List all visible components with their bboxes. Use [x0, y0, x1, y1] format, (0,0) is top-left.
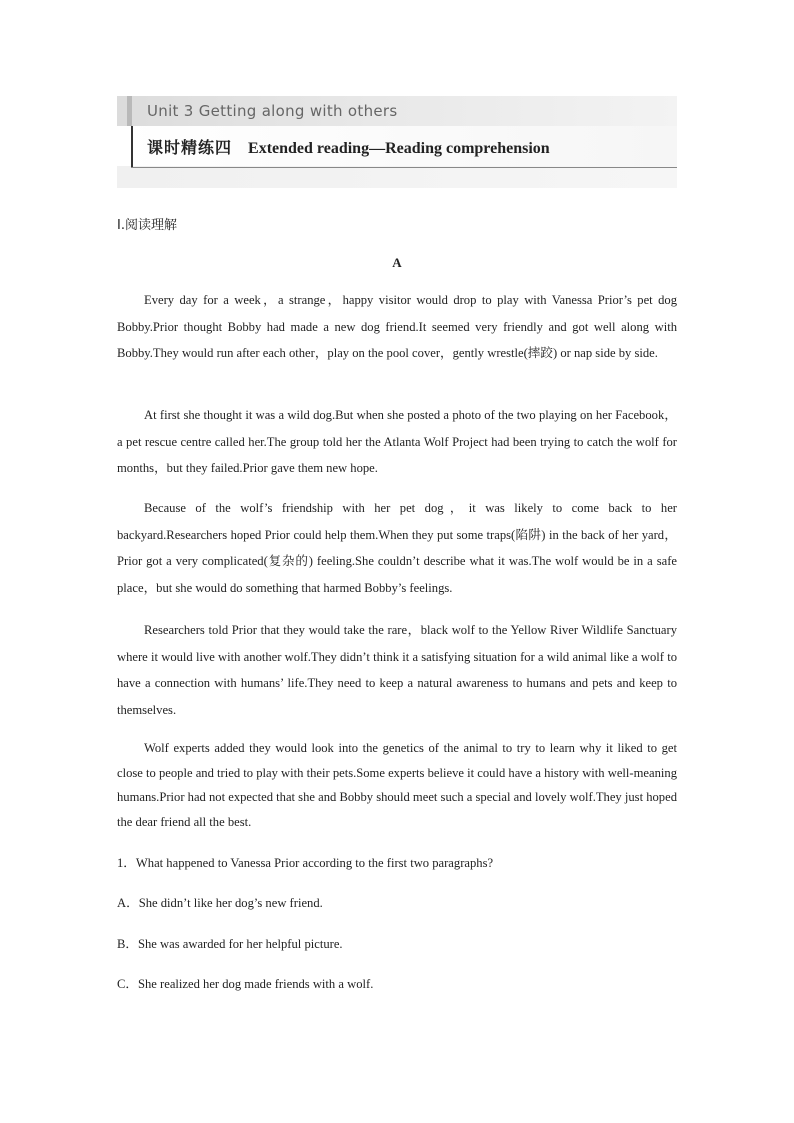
option-b: B．She was awarded for her helpful picture. — [117, 937, 343, 951]
section-heading: Ⅰ.阅读理解 — [117, 218, 177, 233]
banner-bottom-band — [117, 166, 677, 188]
paragraph-5: Wolf experts added they would look into the genetics of the animal to try to learn why it liked to get close to people and tried to play with their pets.Some experts believe it could have a history with well-meaning humans.Prior had not expected that she and Bobby should meet such a special and lovely wolf.They just hoped the dear friend all the best. — [117, 741, 677, 829]
question-stem: 1．What happened to Vanessa Prior according to the first two paragraphs? — [117, 856, 494, 870]
banner-accent-line — [131, 126, 133, 168]
lesson-banner — [117, 96, 677, 188]
banner-accent-bar — [127, 96, 132, 126]
paragraph-3: Because of the wolf’s friendship with her pet dog，it was likely to come back to her backyard.Researchers hoped Prior could help them.When they put some traps(陷阱) in the back of her yard，Prior got a very complicated(复杂的) feeling.She couldn’t describe what it was.The wolf would be in a safe place，but she would do something that harmed Bobby’s feelings. — [117, 501, 677, 595]
option-a: A．She didn’t like her dog’s new friend. — [117, 896, 323, 910]
paragraph-1: Every day for a week，a strange，happy visitor would drop to play with Vanessa Prior’s pet dog Bobby.Prior thought Bobby had made a new dog friend.It seemed very friendly and got well along with Bobby.They would run after each other，play on the pool cover，gently wrestle(摔跤) or nap side by side. — [117, 293, 677, 360]
passage-label: A — [392, 255, 402, 270]
banner-divider — [131, 167, 677, 168]
unit-title: Unit 3 Getting along with others — [147, 102, 398, 120]
lesson-title-en: Extended reading—Reading comprehension — [248, 140, 550, 157]
lesson-title-cn: 课时精练四 — [147, 138, 233, 157]
lesson-title — [147, 135, 550, 158]
paragraph-4: Researchers told Prior that they would take the rare，black wolf to the Yellow River Wildlife Sanctuary where it would live with another wolf.They didn’t think it a satisfying situation for a wild animal like a wolf to have a connection with humans’ life.They need to keep a natural awareness to humans and pets and keep to themselves. — [117, 623, 677, 717]
paragraph-2: At first she thought it was a wild dog.But when she posted a photo of the two playing on her Facebook，a pet rescue centre called her.The group told her the Atlanta Wolf Project had been trying to catch the wolf for months，but they failed.Prior gave them new hope. — [117, 408, 677, 475]
option-c: C．She realized her dog made friends with a wolf. — [117, 977, 374, 991]
